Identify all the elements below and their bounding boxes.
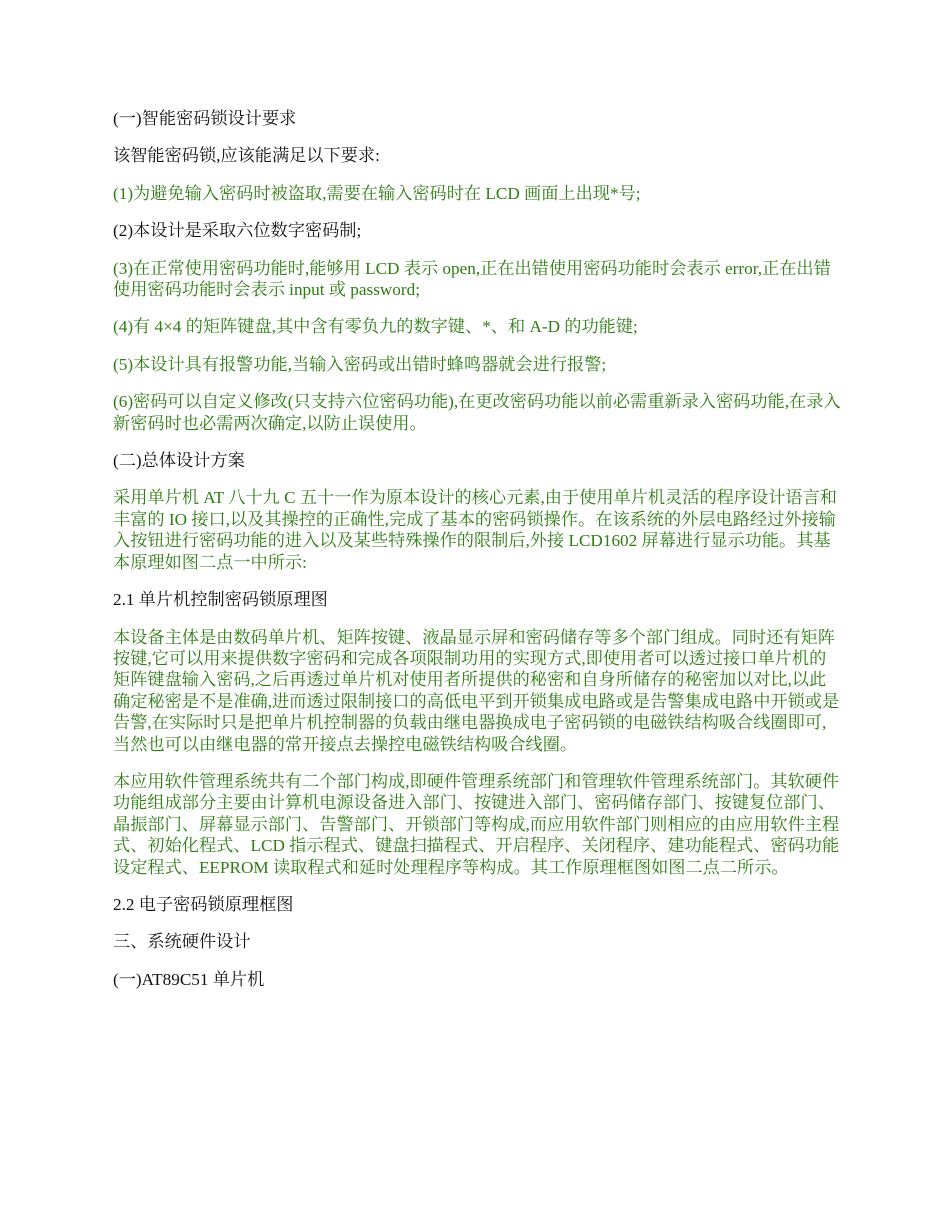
requirement-item-6: (6)密码可以自定义修改(只支持六位密码功能),在更改密码功能以前必需重新录入密码功能,在录入新密码时也必需两次确定,以防止误使用。 (113, 392, 841, 433)
subheading-2-2: 2.2 电子密码锁原理框图 (113, 894, 294, 914)
requirement-item-3: (3)在正常使用密码功能时,能够用 LCD 表示 open,正在出错使用密码功能时会表示 error,正在出错使用密码功能时会表示 input 或 password; (113, 258, 831, 300)
software-system-paragraph: 本应用软件管理系统共有二个部门构成,即硬件管理系统部门和管理软件管理系统部门。其软硬件功能组成部分主要由计算机电源设备进入部门、按键进入部门、密码储存部门、按键复位部门、晶振部门、屏幕显示部门、告警部门、开锁部门等构成,而应用软件部门则相应的由应用软件主程式、初始化程式、LCD 指示程式、键盘扫描程式、开启程序、关闭程序、建功能程式、密码功能设定程式、EEPROM 读取程式和延时处理程序等构成。其工作原理框图如图二点二所示。 (113, 771, 840, 877)
requirements-intro: 该智能密码锁,应该能满足以下要求: (113, 146, 380, 166)
requirement-item-1: (1)为避免输入密码时被盗取,需要在输入密码时在 LCD 画面上出现*号; (113, 183, 641, 203)
requirement-item-4: (4)有 4×4 的矩阵键盘,其中含有零负九的数字键、*、和 A-D 的功能键; (113, 317, 638, 337)
document-page (113, 108, 841, 1006)
subheading-2-1: 2.1 单片机控制密码锁原理图 (113, 590, 328, 610)
section-heading-requirements: (一)智能密码锁设计要求 (113, 109, 297, 128)
section-heading-overall-design: (二)总体设计方案 (113, 451, 245, 471)
section-heading-hardware: 三、系统硬件设计 (113, 932, 251, 952)
overall-design-paragraph: 采用单片机 AT 八十九 C 五十一作为原本设计的核心元素,由于使用单片机灵活的程序设计语言和丰富的 IO 接口,以及其操控的正确性,完成了基本的密码锁操作。在该系统的外层电路经过外接输入按钮进行密码功能的进入以及某些特殊操作的限制后,外接 LCD1602 屏幕进行显示功能。其基本原理如图二点一中所示: (113, 488, 837, 572)
subheading-at89c51: (一)AT89C51 单片机 (113, 969, 265, 989)
requirement-item-2: (2)本设计是采取六位数字密码制; (113, 221, 362, 241)
principle-paragraph: 本设备主体是由数码单片机、矩阵按键、液晶显示屏和密码储存等多个部门组成。同时还有矩阵按键,它可以用来提供数字密码和完成各项限制功用的实现方式,即使用者可以透过接口单片机的矩阵键盘输入密码,之后再透过单片机对使用者所提供的秘密和自身所储存的秘密加以对比,以此确定秘密是不是准确,进而透过限制接口的高低电平到开锁集成电路或是告警集成电路中开锁或是告警,在实际时只是把单片机控制器的负载由继电器换成电子密码锁的电磁铁结构吸合线圈即可,当然也可以由继电器的常开接点去操控电磁铁结构吸合线圈。 (113, 627, 840, 754)
requirement-item-5: (5)本设计具有报警功能,当输入密码或出错时蜂鸣器就会进行报警; (113, 354, 607, 374)
